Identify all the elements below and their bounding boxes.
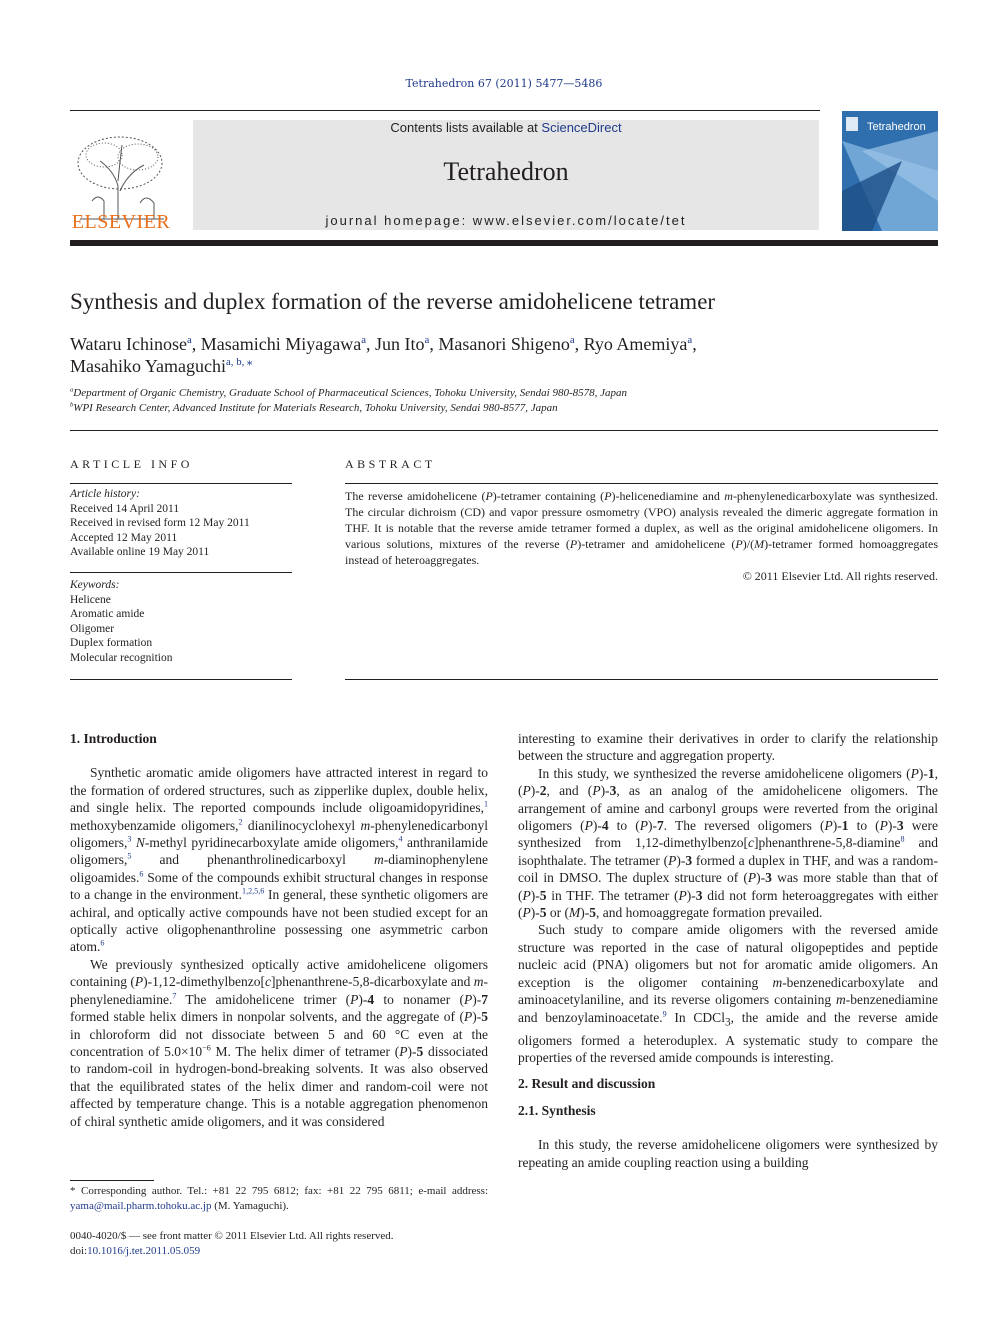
sciencedirect-link[interactable]: ScienceDirect — [541, 120, 622, 135]
divider — [345, 679, 938, 680]
doi-line: doi:10.1016/j.tet.2011.05.059 — [70, 1244, 201, 1257]
header-thick-rule — [70, 240, 938, 246]
affiliation: $^b$WPI Research Center, Advanced Institute for Materials Research, Tohoku University, Sendai 980-8577, Japan — [70, 401, 558, 414]
contents-line: Contents lists available at ScienceDirect — [390, 120, 622, 135]
article-info-heading: ARTICLE INFO — [70, 457, 193, 471]
abstract-heading: ABSTRACT — [345, 457, 436, 471]
history-item: Available online 19 May 2011 — [70, 546, 210, 558]
section-heading: 1. Introduction — [70, 731, 157, 746]
journal-citation[interactable]: Tetrahedron 67 (2011) 5477—5486 — [405, 77, 603, 90]
keyword: Helicene — [70, 593, 111, 606]
keyword: Oligomer — [70, 622, 115, 635]
corresponding-author-note: * Corresponding author. Tel.: +81 22 795 6812; fax: +81 22 795 6811; e-mail address: yama@mail.pharm.tohoku.ac.jp (M. Yamaguchi). — [70, 1185, 488, 1212]
keyword: Aromatic amide — [70, 608, 145, 620]
body-column-left: 1. Introduction Synthetic aromatic amide oligomers have attracted interest in regard to the formation of ordered structures, such as zipperlike duplex, double helix, and single helix. The reported compounds include oligoamidopyridines,$^1$ methoxybenzamide oligomers,$^2$ dianilinocyclohexyl m-phenylenedicarbonyl oligomers,$^3$ N-methyl pyridinecarboxylate amide oligomers,$^4$ anthranilamide oligomers,$^5$ and phenanthrolinedicarboxyl m-diaminophenylene oligoamides.$^6$ Some of the compounds exhibit structural changes in response to a change in the environment.$^{1,2,5,6}$ In general, these synthetic oligomers are achiral, and optically active compounds have not been studied except for an optically active oligophenanthroline possessing one asymmetric carbon atom.$^6$ We previously synthesized optically active amidohelicene oligomers containing (P)-1,12-dimethylbenzo[c]phenanthrene-5,8-dicarboxylate and m-phenylenediamine.$^7$ The amidohelicene trimer (P)-4 to nonamer (P)-7 formed stable helix dimers in nonpolar solvents, and the aggregate of (P)-5 in chloroform did not dissociate between 5 and 60 °C even at the concentration of $5.0\times 10^{-6}$ M. The helix dimer of tetramer (P)-5 dissociated to random-coil in hydrogen-bond-breaking solvents. It was also observed that the equilibrated states of the helix dimer and random-coil were not affected by temperature change. This is a notable aggregation phenomenon of chiral synthetic amide oligomers, and it was considered — [70, 731, 488, 1129]
doi-link[interactable]: 10.1016/j.tet.2011.05.059 — [87, 1244, 201, 1257]
author-list: Wataru Ichinose$^a$, Masamichi Miyagawa$^a$, Jun Ito$^a$, Masanori Shigeno$^a$, Ryo Amemiya$^a$, Masahiko Yamaguchi$^{a, b, ⁎}$ — [70, 334, 697, 376]
author[interactable]: Masamichi Miyagawa$^a$ — [200, 334, 367, 354]
author[interactable]: Masahiko Yamaguchi$^{a, b, ⁎}$ — [70, 356, 253, 376]
divider — [70, 572, 292, 573]
author[interactable]: Masanori Shigeno$^a$ — [438, 334, 575, 354]
divider — [70, 483, 292, 484]
header-rule — [70, 110, 820, 111]
abstract-body: The reverse amidohelicene (P)-tetramer containing (P)-helicenediamine and m-phenylenedicarboxylate was synthesized. The circular dichroism (CD) and vapor pressure osmometry (VPO) analysis revealed the dimeric aggregate formation in THF. It is notable that the reverse amide tetramer formed a duplex, as well as the original amidohelicene oligomers. In various solutions, mixtures of the reverse (P)-tetramer and amidohelicene (P)/(M)-tetramer formed homoaggregates instead of heteroaggregates. © 2011 Elsevier Ltd. All rights reserved. — [345, 489, 938, 583]
front-matter — [70, 1229, 394, 1258]
footnote-rule — [70, 1180, 154, 1181]
author[interactable]: Jun Ito$^a$ — [375, 334, 430, 354]
author[interactable]: Wataru Ichinose$^a$ — [70, 334, 192, 354]
cover-title: Tetrahedron — [867, 121, 926, 133]
divider — [345, 483, 938, 484]
article-history: Article history: Received 14 April 2011 Received in revised form 12 May 2011 Accepted 12 May 2011 Available online 19 May 2011 — [70, 488, 250, 558]
section-heading: 2. Result and discussion — [518, 1076, 656, 1092]
author-email-link[interactable]: yama@mail.pharm.tohoku.ac.jp — [70, 1199, 212, 1212]
divider — [70, 430, 938, 431]
history-item: Received in revised form 12 May 2011 — [70, 517, 250, 529]
body-column-right: interesting to examine their derivatives in order to clarify the relationship between the structure and aggregation property. In this study, we synthesized the reverse amidohelicene oligomers (P)-1, (P)-2, and (P)-3, as an analog of the amidohelicene oligomers. The arrangement of amine and carbonyl groups were reverted from the original oligomers (P)-4 to (P)-7. The reversed oligomers (P)-1 to (P)-3 were synthesized from 1,12-dimethylbenzo[c]phenanthrene-5,8-diamine$^8$ and isophthalate. The tetramer (P)-3 formed a duplex in THF, and was a random-coil in DMSO. The duplex structure of (P)-3 was more stable than that of (P)-5 in THF. The tetramer (P)-3 did not form heteroaggregates with either (P)-5 or (M)-5, and homoaggregate formation prevailed. Such study to compare amide oligomers with the reversed amide structure was reported in the case of natural oligopeptides and peptide nucleic acid (PNA) oligomers but not for aromatic amide oligomers. An exception is the oligomer containing m-benzenedicarboxylate and aminoacetylaniline, and its reverse oligomers containing m-benzenediamine and benzoylaminoacetate.$^9$ In CDCl$_3$, the amide and the reverse amide oligomers formed a heteroduplex. A systematic study to compare the properties of the reversed amide compounds is interesting. 2. Result and discussion 2.1. Synthesis In this study, the reverse amidohelicene oligomers were synthesized by repeating an amide coupling reaction using a building — [518, 731, 939, 1170]
copyright: © 2011 Elsevier Ltd. All rights reserved. — [742, 569, 938, 583]
divider — [70, 679, 292, 680]
article-title: Synthesis and duplex formation of the reverse amidohelicene tetramer — [70, 289, 716, 314]
history-item: Received 14 April 2011 — [70, 502, 180, 515]
author[interactable]: Ryo Amemiya$^a$ — [583, 334, 693, 354]
keywords: Keywords: Helicene Aromatic amide Oligomer Duplex formation Molecular recognition — [70, 579, 173, 664]
subsection-heading: 2.1. Synthesis — [518, 1102, 596, 1118]
journal-homepage[interactable]: journal homepage: www.elsevier.com/locate/tet — [325, 213, 687, 228]
keyword: Molecular recognition — [70, 651, 173, 664]
history-item: Accepted 12 May 2011 — [70, 531, 178, 544]
journal-name: Tetrahedron — [443, 157, 569, 186]
elsevier-wordmark: ELSEVIER — [71, 211, 171, 233]
issn-line: 0040-4020/$ — see front matter © 2011 Elsevier Ltd. All rights reserved. — [70, 1230, 394, 1242]
affiliation: $^a$Department of Organic Chemistry, Graduate School of Pharmaceutical Sciences, Tohoku University, Sendai 980-8578, Japan — [70, 386, 627, 399]
keyword: Duplex formation — [70, 637, 153, 649]
journal-cover-image — [842, 111, 938, 231]
